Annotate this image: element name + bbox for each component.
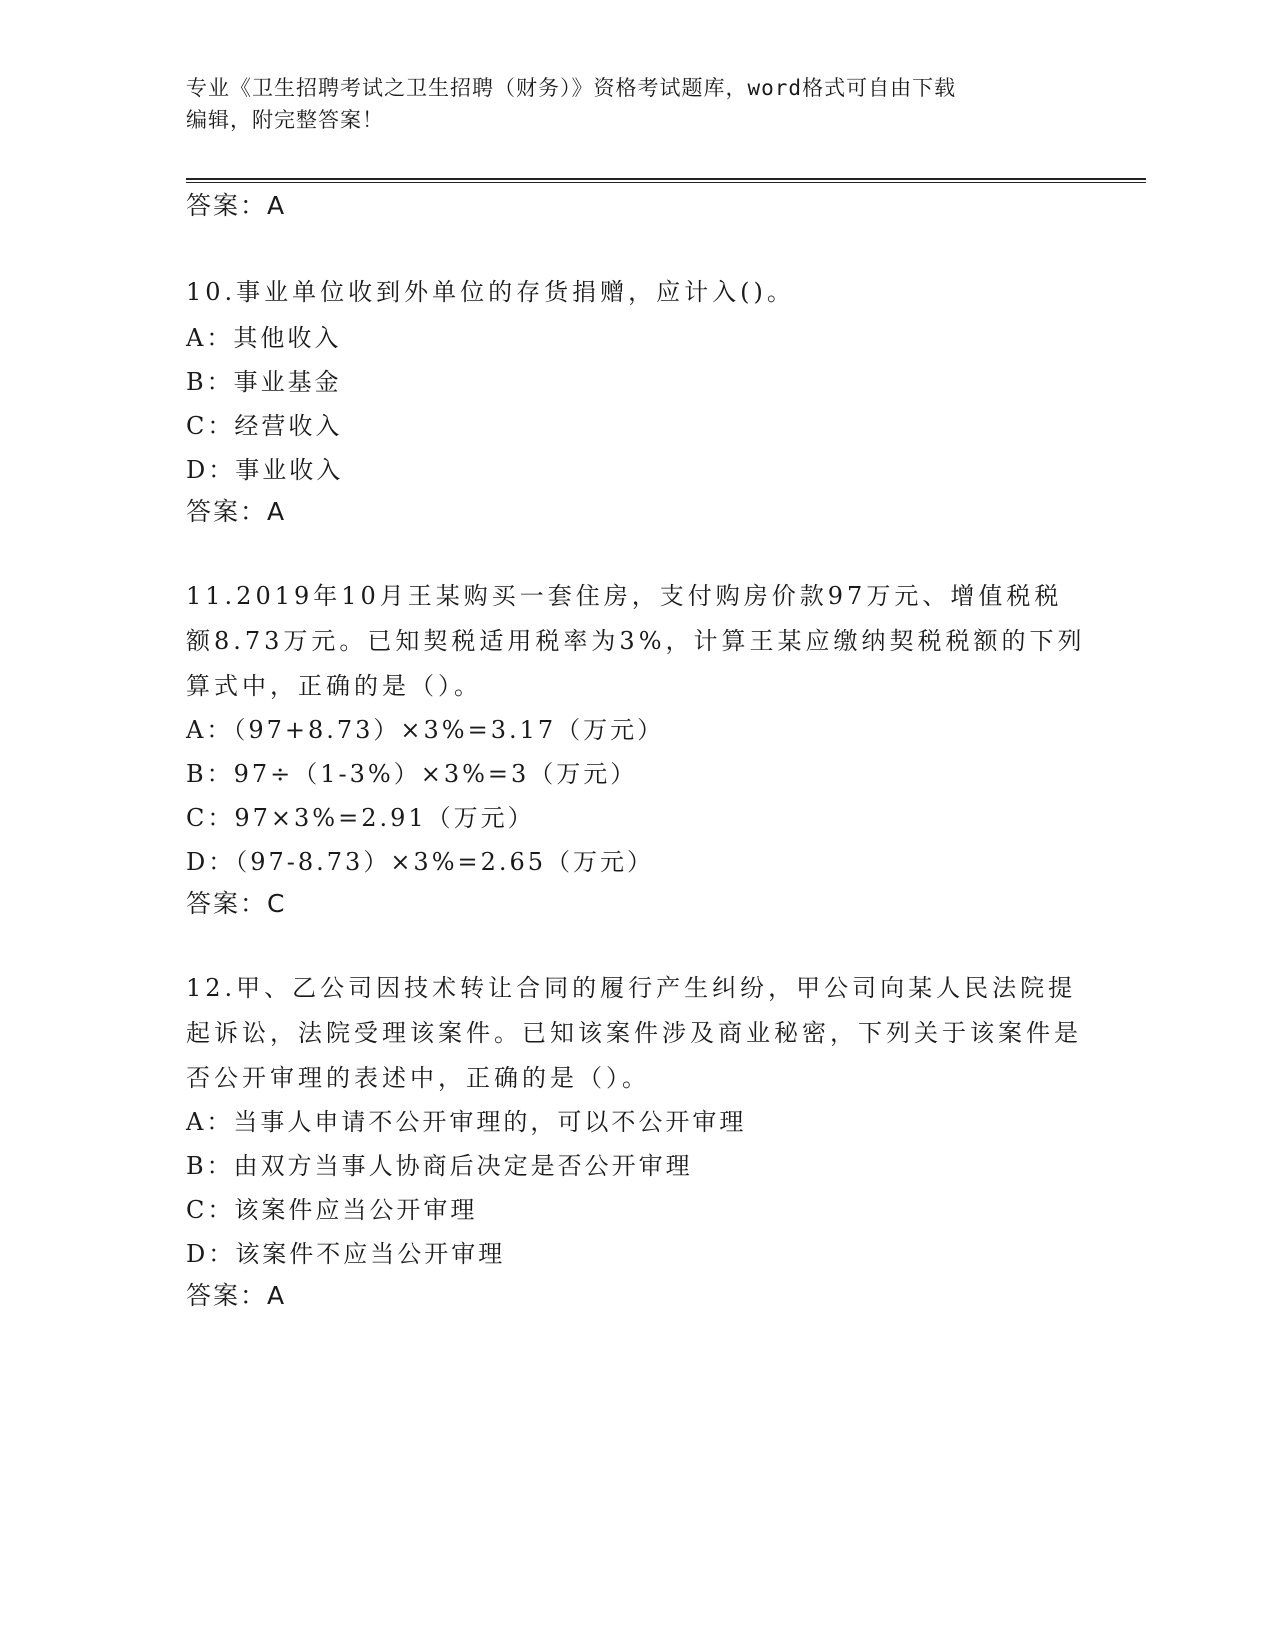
question-11-answer: 答案：C (186, 889, 287, 918)
answer-label: 答案：A (186, 191, 287, 220)
question-10-option-c: C：经营收入 (186, 412, 343, 440)
header-line-1: 专业《卫生招聘考试之卫生招聘（财务）》资格考试题库，word格式可自由下载 (186, 76, 957, 100)
question-10-option-a: A：其他收入 (186, 324, 342, 352)
question-11-option-a: A：（97+8.73）×3%=3.17（万元） (186, 716, 665, 744)
question-11-option-b: B：97÷（1-3%）×3%=3（万元） (186, 760, 638, 788)
question-12-option-b: B：由双方当事人协商后决定是否公开审理 (186, 1152, 693, 1180)
header-divider-thin (186, 182, 1146, 183)
question-12-text: 12.甲、乙公司因技术转让合同的履行产生纠纷，甲公司向某人民法院提起诉讼，法院受理该案件。已知该案件涉及商业秘密，下列关于该案件是否公开审理的表述中，正确的是（）。 (186, 974, 1082, 1092)
question-11-option-c: C：97×3%=2.91（万元） (186, 804, 535, 832)
document-header (186, 72, 1086, 136)
question-12-option-c: C：该案件应当公开审理 (186, 1196, 478, 1224)
header-divider-thick (186, 178, 1146, 180)
header-line-2: 编辑，附完整答案！ (186, 108, 384, 132)
question-11-option-d: D：（97-8.73）×3%=2.65（万元） (186, 848, 655, 876)
question-10-answer: 答案：A (186, 497, 287, 526)
question-12-answer: 答案：A (186, 1281, 287, 1310)
question-10-option-b: B：事业基金 (186, 368, 342, 396)
question-12-option-a: A：当事人申请不公开审理的，可以不公开审理 (186, 1108, 747, 1136)
question-10-text: 10.事业单位收到外单位的存货捐赠，应计入()。 (186, 278, 795, 306)
question-10-option-d: D：事业收入 (186, 456, 344, 484)
question-12-option-d: D：该案件不应当公开审理 (186, 1240, 506, 1268)
question-11-text: 11.2019年10月王某购买一套住房，支付购房价款97万元、增值税税额8.73万元。已知契税适用税率为3%，计算王某应缴纳契税税额的下列算式中，正确的是（）。 (186, 582, 1086, 700)
